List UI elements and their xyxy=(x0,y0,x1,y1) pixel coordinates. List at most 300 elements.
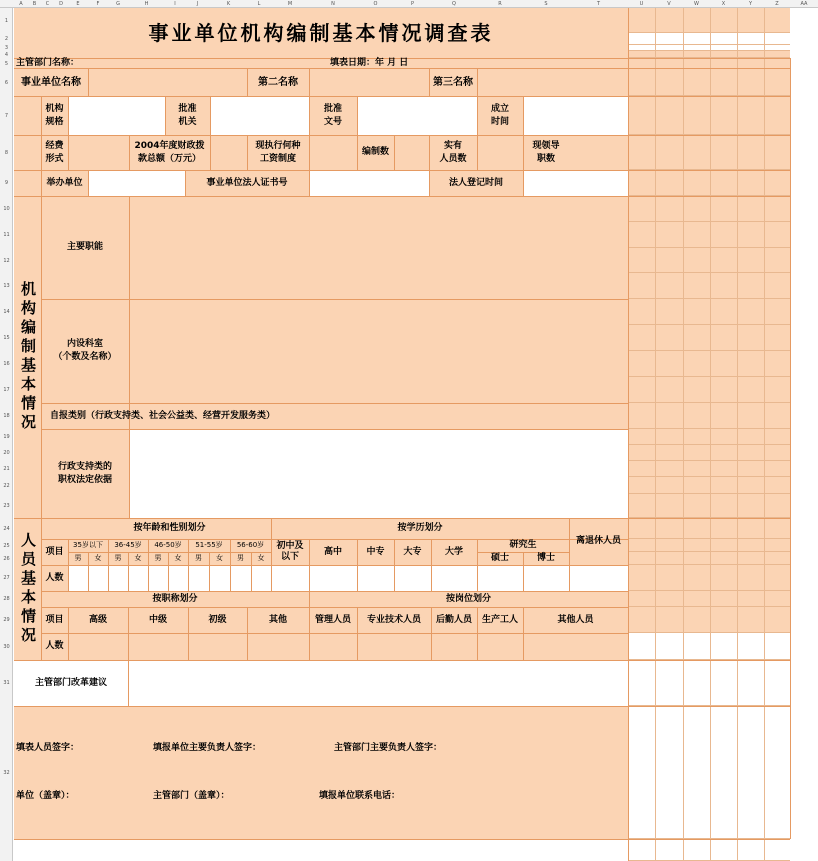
spare-cell[interactable] xyxy=(710,518,737,539)
spare-cell[interactable] xyxy=(683,135,710,170)
spare-cell[interactable] xyxy=(764,222,790,248)
spare-cell[interactable] xyxy=(710,196,737,222)
spare-cell[interactable] xyxy=(737,273,764,299)
fill-date-label: 填表日期：年 月 日 xyxy=(330,58,409,68)
spare-cell[interactable] xyxy=(737,299,764,325)
spare-cell[interactable] xyxy=(683,377,710,403)
spare-cell[interactable] xyxy=(655,539,683,552)
spare-cell[interactable] xyxy=(655,196,683,222)
spare-cell[interactable] xyxy=(764,51,790,58)
spare-cell[interactable] xyxy=(628,591,655,607)
spec-value[interactable] xyxy=(68,96,165,135)
age-group-5: 56-60岁 xyxy=(236,541,265,549)
spare-cell[interactable] xyxy=(655,222,683,248)
spare-cell[interactable] xyxy=(683,633,710,660)
spare-cell[interactable] xyxy=(683,591,710,607)
spare-cell[interactable] xyxy=(683,706,710,839)
approval-org-label: 批准 机关 xyxy=(178,103,197,127)
spare-cell[interactable] xyxy=(764,377,790,403)
spare-cell[interactable] xyxy=(655,403,683,429)
column-letter[interactable]: D xyxy=(59,1,63,7)
reg-time-value[interactable] xyxy=(523,170,628,196)
spare-cell[interactable] xyxy=(655,660,683,706)
column-letter[interactable]: I xyxy=(174,1,176,7)
spare-cell[interactable] xyxy=(628,170,655,196)
title-other: 其他 xyxy=(268,614,287,625)
spare-cell[interactable] xyxy=(710,8,737,33)
spare-cell[interactable] xyxy=(628,273,655,299)
spare-cell[interactable] xyxy=(655,33,683,45)
spare-cell[interactable] xyxy=(710,552,737,565)
spare-cell[interactable] xyxy=(655,591,683,607)
spare-cell[interactable] xyxy=(764,445,790,461)
spare-cell[interactable] xyxy=(764,539,790,552)
male-label: 男 xyxy=(114,554,122,562)
row-number[interactable]: 27 xyxy=(3,575,10,581)
spare-cell[interactable] xyxy=(737,222,764,248)
dept-name-label: 主管部门名称： xyxy=(16,58,80,68)
spare-cell[interactable] xyxy=(764,69,790,96)
spare-cell[interactable] xyxy=(655,69,683,96)
spare-cell[interactable] xyxy=(737,633,764,660)
spare-cell[interactable] xyxy=(737,839,764,861)
spare-cell[interactable] xyxy=(710,273,737,299)
spare-cell[interactable] xyxy=(737,706,764,839)
spare-cell[interactable] xyxy=(710,51,737,58)
row-number[interactable]: 10 xyxy=(3,206,10,212)
spare-cell[interactable] xyxy=(710,660,737,706)
spare-cell[interactable] xyxy=(764,494,790,518)
spare-cell[interactable] xyxy=(655,299,683,325)
spare-cell[interactable] xyxy=(655,839,683,861)
female-label: 女 xyxy=(216,554,223,562)
spare-cell[interactable] xyxy=(628,351,655,377)
column-letter[interactable]: P xyxy=(410,1,414,7)
spare-cell[interactable] xyxy=(655,8,683,33)
column-letter[interactable]: J xyxy=(196,1,199,7)
spare-cell[interactable] xyxy=(764,518,790,539)
row-number[interactable]: 14 xyxy=(3,309,10,315)
spare-cell[interactable] xyxy=(655,377,683,403)
spare-cell[interactable] xyxy=(764,552,790,565)
spare-cell[interactable] xyxy=(737,51,764,58)
edu-junior: 初中及 以下 xyxy=(276,541,304,562)
retired-label: 离退休人员 xyxy=(575,536,621,546)
spare-cell[interactable] xyxy=(737,518,764,539)
spare-cell[interactable] xyxy=(764,8,790,33)
dept-seal-label: 主管部门（盖章）： xyxy=(153,790,230,801)
spare-cell[interactable] xyxy=(628,477,655,494)
spare-cell[interactable] xyxy=(683,96,710,135)
sponsor-value[interactable] xyxy=(88,170,185,196)
row-number[interactable]: 8 xyxy=(4,149,9,156)
spare-cell[interactable] xyxy=(764,706,790,839)
spare-cell[interactable] xyxy=(764,170,790,196)
edu-college: 大专 xyxy=(403,546,422,557)
spare-cell[interactable] xyxy=(764,196,790,222)
spec-label: 机构 规格 xyxy=(45,103,64,127)
row-number[interactable]: 19 xyxy=(3,434,10,440)
spare-cell[interactable] xyxy=(710,299,737,325)
spare-cell[interactable] xyxy=(764,273,790,299)
row-number[interactable]: 29 xyxy=(3,617,10,623)
edu-bachelor: 大学 xyxy=(444,546,463,557)
spare-cell[interactable] xyxy=(655,170,683,196)
approval-org-value[interactable] xyxy=(210,96,309,135)
spare-cell[interactable] xyxy=(683,325,710,351)
spare-cell[interactable] xyxy=(628,518,655,539)
spare-cell[interactable] xyxy=(628,552,655,565)
spare-cell[interactable] xyxy=(628,222,655,248)
column-letter[interactable]: M xyxy=(287,1,293,7)
spare-cell[interactable] xyxy=(764,325,790,351)
spare-cell[interactable] xyxy=(710,839,737,861)
reform-input[interactable] xyxy=(128,660,628,706)
column-letter[interactable]: T xyxy=(596,1,601,7)
spare-cell[interactable] xyxy=(710,170,737,196)
spare-cell[interactable] xyxy=(655,607,683,633)
spare-cell[interactable] xyxy=(710,377,737,403)
row-number[interactable]: 12 xyxy=(3,257,10,264)
spare-cell[interactable] xyxy=(737,477,764,494)
column-letter[interactable]: U xyxy=(639,1,644,7)
age-group-4: 51-55岁 xyxy=(195,541,223,549)
row-number[interactable]: 1 xyxy=(4,17,9,24)
spare-cell[interactable] xyxy=(710,461,737,477)
spare-cell[interactable] xyxy=(764,96,790,135)
row-number[interactable]: 6 xyxy=(4,79,9,86)
age-group-1: 35岁以下 xyxy=(73,541,103,549)
spare-cell[interactable] xyxy=(737,660,764,706)
spare-cell[interactable] xyxy=(683,170,710,196)
column-letter[interactable]: N xyxy=(331,1,335,7)
spare-cell[interactable] xyxy=(655,325,683,351)
spare-cell[interactable] xyxy=(764,299,790,325)
people-count-label: 人数 xyxy=(45,572,64,583)
spare-cell[interactable] xyxy=(710,248,737,273)
spare-cell[interactable] xyxy=(683,222,710,248)
spare-cell[interactable] xyxy=(737,552,764,565)
spare-cell[interactable] xyxy=(628,839,655,861)
spare-cell[interactable] xyxy=(628,299,655,325)
spare-cell[interactable] xyxy=(628,539,655,552)
column-letter[interactable]: F xyxy=(96,1,100,7)
spare-cell[interactable] xyxy=(737,196,764,222)
column-letter[interactable]: W xyxy=(694,1,699,7)
cert-no-value[interactable] xyxy=(309,170,429,196)
spare-cell[interactable] xyxy=(737,403,764,429)
spare-cell[interactable] xyxy=(628,135,655,170)
spare-cell[interactable] xyxy=(628,461,655,477)
spare-cell[interactable] xyxy=(655,477,683,494)
spare-cell[interactable] xyxy=(655,429,683,445)
male-label: 男 xyxy=(74,554,82,562)
spare-cell[interactable] xyxy=(655,565,683,591)
spare-cell[interactable] xyxy=(683,8,710,33)
budget-label: 2004年度财政拨 款总额（万元） xyxy=(134,140,205,164)
spare-cell[interactable] xyxy=(737,377,764,403)
spare-cell[interactable] xyxy=(683,839,710,861)
spare-cell[interactable] xyxy=(628,633,655,660)
spare-cell[interactable] xyxy=(683,660,710,706)
column-letter[interactable]: X xyxy=(721,1,726,7)
spare-cell[interactable] xyxy=(628,429,655,445)
row-number[interactable]: 32 xyxy=(3,769,10,776)
spare-cell[interactable] xyxy=(655,51,683,58)
spare-cell[interactable] xyxy=(628,51,655,58)
spare-cell[interactable] xyxy=(710,33,737,45)
spare-cell[interactable] xyxy=(737,69,764,96)
row-number[interactable]: 13 xyxy=(3,283,10,289)
spare-cell[interactable] xyxy=(764,477,790,494)
spare-cell[interactable] xyxy=(683,445,710,461)
spare-cell[interactable] xyxy=(628,96,655,135)
main-duty-label: 主要职能 xyxy=(66,242,103,252)
spare-cell[interactable] xyxy=(737,591,764,607)
row-number[interactable]: 2 xyxy=(4,36,9,42)
spare-cell[interactable] xyxy=(628,607,655,633)
column-letter[interactable]: Z xyxy=(775,1,779,7)
spare-cell[interactable] xyxy=(628,248,655,273)
spare-cell[interactable] xyxy=(628,445,655,461)
spare-cell[interactable] xyxy=(737,429,764,445)
spare-cell[interactable] xyxy=(655,273,683,299)
column-letter[interactable]: Q xyxy=(452,1,456,7)
row-number[interactable]: 5 xyxy=(4,60,9,67)
row-number[interactable]: 21 xyxy=(3,466,10,472)
spare-cell[interactable] xyxy=(628,494,655,518)
spare-cell[interactable] xyxy=(655,248,683,273)
spare-cell[interactable] xyxy=(628,565,655,591)
spare-cell[interactable] xyxy=(628,377,655,403)
spare-cell[interactable] xyxy=(683,539,710,552)
spare-cell[interactable] xyxy=(628,8,655,33)
spare-cell[interactable] xyxy=(710,565,737,591)
spare-cell[interactable] xyxy=(655,135,683,170)
spare-cell[interactable] xyxy=(655,461,683,477)
spare-cell[interactable] xyxy=(764,403,790,429)
spare-cell[interactable] xyxy=(655,552,683,565)
spare-cell[interactable] xyxy=(764,633,790,660)
spare-cell[interactable] xyxy=(764,135,790,170)
third-name-label: 第三名称 xyxy=(433,77,473,88)
spare-cell[interactable] xyxy=(764,839,790,861)
spare-cell[interactable] xyxy=(710,591,737,607)
spare-cell[interactable] xyxy=(628,660,655,706)
spare-cell[interactable] xyxy=(683,607,710,633)
spare-cell[interactable] xyxy=(628,403,655,429)
spare-cell[interactable] xyxy=(683,494,710,518)
age-group-2: 36-45岁 xyxy=(114,541,142,549)
row-number[interactable]: 23 xyxy=(3,503,10,509)
spare-cell[interactable] xyxy=(737,461,764,477)
edu-master: 硕士 xyxy=(490,553,509,563)
spare-cell[interactable] xyxy=(683,299,710,325)
spare-cell[interactable] xyxy=(764,660,790,706)
spare-cell[interactable] xyxy=(655,633,683,660)
row-number[interactable]: 15 xyxy=(3,335,10,341)
spare-cell[interactable] xyxy=(710,325,737,351)
column-letter[interactable]: AA xyxy=(800,1,808,7)
sponsor-label: 举办单位 xyxy=(46,177,83,188)
spare-cell[interactable] xyxy=(737,248,764,273)
spare-cell[interactable] xyxy=(628,325,655,351)
row-number[interactable]: 30 xyxy=(3,643,10,650)
column-letter[interactable]: G xyxy=(116,1,120,7)
spare-cell[interactable] xyxy=(710,135,737,170)
spare-cell[interactable] xyxy=(655,351,683,377)
spare-cell[interactable] xyxy=(764,351,790,377)
people-count-label-2: 人数 xyxy=(45,641,64,651)
spare-cell[interactable] xyxy=(710,351,737,377)
column-letter[interactable]: L xyxy=(257,1,261,7)
spare-cell[interactable] xyxy=(737,351,764,377)
spare-cell[interactable] xyxy=(628,69,655,96)
spare-cell[interactable] xyxy=(655,706,683,839)
spare-cell[interactable] xyxy=(764,607,790,633)
row-unit-name xyxy=(14,69,628,96)
spare-cell[interactable] xyxy=(655,445,683,461)
spare-cell[interactable] xyxy=(710,706,737,839)
age-gender-label: 按年龄和性别划分 xyxy=(133,523,206,533)
row-number[interactable]: 9 xyxy=(4,180,9,186)
spare-cell[interactable] xyxy=(737,325,764,351)
spare-cell[interactable] xyxy=(710,539,737,552)
spare-cell[interactable] xyxy=(683,33,710,45)
spare-cell[interactable] xyxy=(655,96,683,135)
column-letter[interactable]: H xyxy=(144,1,149,7)
edu-tech: 中专 xyxy=(366,546,385,557)
female-label: 女 xyxy=(174,554,182,562)
spare-cell[interactable] xyxy=(628,33,655,45)
spare-cell[interactable] xyxy=(655,494,683,518)
spare-cell[interactable] xyxy=(710,633,737,660)
edu-high: 高中 xyxy=(323,546,342,557)
leader-count-label: 现领导 职数 xyxy=(532,140,560,164)
row-number[interactable]: 7 xyxy=(4,112,9,119)
post-division-label: 按岗位划分 xyxy=(445,593,491,604)
est-time-value[interactable] xyxy=(523,96,628,135)
column-letter[interactable]: K xyxy=(226,1,231,7)
spare-cell[interactable] xyxy=(683,403,710,429)
spare-cell[interactable] xyxy=(737,8,764,33)
spare-cell[interactable] xyxy=(710,477,737,494)
row-number[interactable]: 11 xyxy=(3,232,10,238)
row-number[interactable]: 3 xyxy=(4,45,9,51)
age-group-3: 46-50岁 xyxy=(154,541,182,549)
female-label: 女 xyxy=(134,554,142,562)
column-letter[interactable]: A xyxy=(19,1,23,7)
spare-cell[interactable] xyxy=(737,135,764,170)
age-count-row[interactable] xyxy=(68,565,628,591)
spare-cell[interactable] xyxy=(683,351,710,377)
fund-form-label: 经费 形式 xyxy=(45,140,64,164)
spare-cell[interactable] xyxy=(655,518,683,539)
column-letter[interactable]: V xyxy=(667,1,671,7)
spare-cell[interactable] xyxy=(683,273,710,299)
spare-cell[interactable] xyxy=(628,196,655,222)
row-number[interactable]: 31 xyxy=(3,680,10,686)
female-label: 女 xyxy=(94,554,102,562)
spare-cell[interactable] xyxy=(737,96,764,135)
spare-cell[interactable] xyxy=(710,494,737,518)
spare-cell[interactable] xyxy=(764,591,790,607)
column-letter[interactable]: S xyxy=(544,1,548,7)
cert-no-label: 事业单位法人证书号 xyxy=(206,177,288,188)
spare-cell[interactable] xyxy=(710,96,737,135)
spare-cell[interactable] xyxy=(737,607,764,633)
spare-cell[interactable] xyxy=(764,33,790,45)
spare-cell[interactable] xyxy=(683,196,710,222)
row-number[interactable]: 26 xyxy=(3,555,10,562)
title-senior: 高级 xyxy=(88,614,107,625)
filler-sign-label: 填表人员签字： xyxy=(16,742,80,753)
row-number[interactable]: 18 xyxy=(3,413,10,419)
column-letter[interactable]: C xyxy=(45,1,50,7)
row-number[interactable]: 28 xyxy=(3,596,10,602)
dept-head-sign-label: 主管部门主要负责人签字： xyxy=(334,742,443,753)
spare-cell[interactable] xyxy=(710,445,737,461)
spare-cell[interactable] xyxy=(683,461,710,477)
spare-cell[interactable] xyxy=(683,477,710,494)
post-logistics: 后勤人员 xyxy=(435,614,472,625)
female-label: 女 xyxy=(257,554,265,562)
spare-cell[interactable] xyxy=(683,518,710,539)
row-number[interactable]: 16 xyxy=(3,361,10,367)
row-number[interactable]: 22 xyxy=(3,482,10,489)
post-tech: 专业技术人员 xyxy=(366,614,421,625)
spare-cell[interactable] xyxy=(764,461,790,477)
row-number[interactable]: 20 xyxy=(3,450,10,456)
row-number[interactable]: 24 xyxy=(3,525,10,532)
spare-cell[interactable] xyxy=(683,248,710,273)
spare-cell[interactable] xyxy=(764,248,790,273)
spare-cell[interactable] xyxy=(683,51,710,58)
spare-cell[interactable] xyxy=(764,565,790,591)
row-number[interactable]: 25 xyxy=(3,542,10,549)
post-mgmt: 管理人员 xyxy=(314,614,351,625)
column-letter[interactable]: R xyxy=(498,1,502,7)
column-letter[interactable]: O xyxy=(373,1,378,7)
spare-cell[interactable] xyxy=(628,706,655,839)
spare-cell[interactable] xyxy=(737,33,764,45)
column-letter[interactable]: B xyxy=(32,1,37,7)
spare-cell[interactable] xyxy=(737,170,764,196)
spare-cell[interactable] xyxy=(737,539,764,552)
section2-label: 人员基本情况 xyxy=(19,532,37,646)
spare-cell[interactable] xyxy=(710,222,737,248)
category-label: 自报类别（行政支持类、社会公益类、经营开发服务类） xyxy=(50,410,276,421)
approval-doc-value[interactable] xyxy=(357,96,477,135)
spare-cell[interactable] xyxy=(737,565,764,591)
spare-cell[interactable] xyxy=(710,429,737,445)
spare-cell[interactable] xyxy=(710,607,737,633)
column-letter[interactable]: E xyxy=(76,1,80,7)
column-letter[interactable]: Y xyxy=(748,1,753,7)
spare-cell[interactable] xyxy=(683,429,710,445)
spare-cell[interactable] xyxy=(710,403,737,429)
spare-cell[interactable] xyxy=(737,445,764,461)
spare-cell[interactable] xyxy=(737,494,764,518)
row-number[interactable]: 4 xyxy=(4,51,9,58)
row-number[interactable]: 17 xyxy=(3,387,10,393)
spare-cell[interactable] xyxy=(764,429,790,445)
male-label: 男 xyxy=(195,554,202,562)
spare-cell[interactable] xyxy=(710,69,737,96)
spare-cell[interactable] xyxy=(683,69,710,96)
spare-cell[interactable] xyxy=(683,552,710,565)
spare-cell[interactable] xyxy=(683,565,710,591)
